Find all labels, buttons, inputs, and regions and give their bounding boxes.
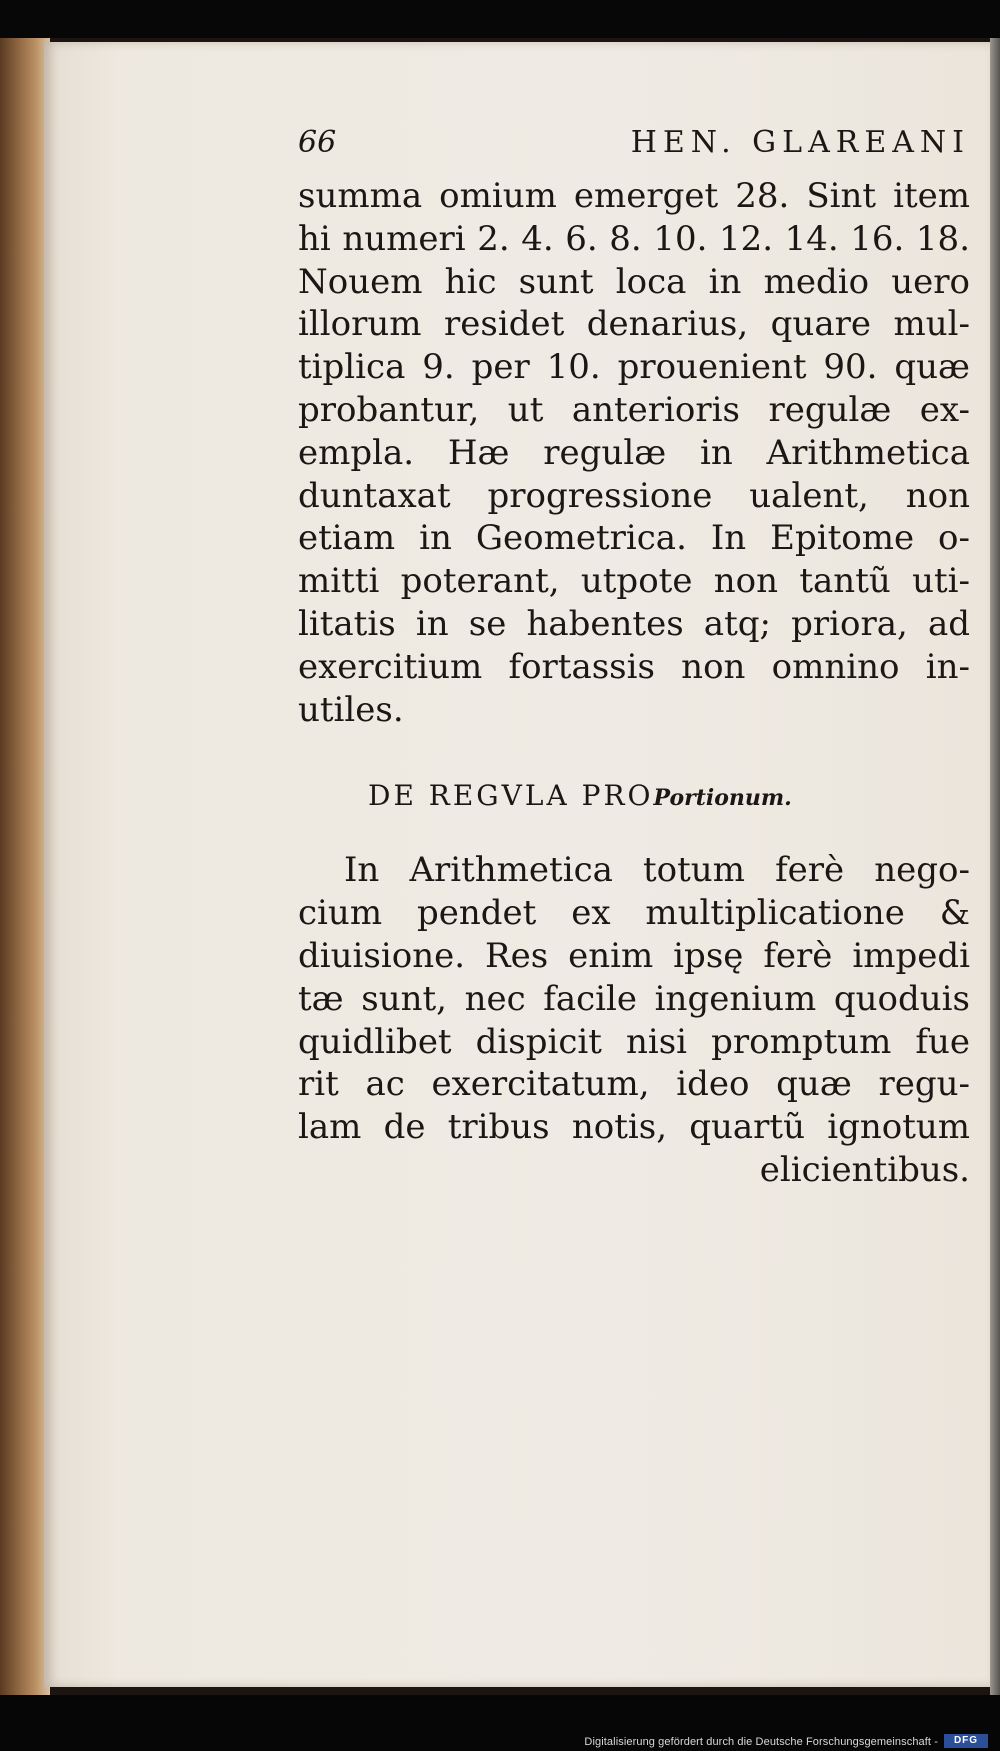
running-title: HEN. GLAREANI [630,125,970,160]
text-line: etiam in Geometrica. In Epitome o- [298,518,970,559]
dfg-logo: DFG [944,1734,988,1748]
text-line: In Arithmetica totum ferè nego- [344,850,970,891]
text-line: hi numeri 2. 4. 6. 8. 10. 12. 14. 16. 18. [298,218,970,259]
section-heading [298,779,970,849]
text-line: utiles. [298,689,404,730]
text-line: litatis in se habentes atq; priora, ad [298,603,970,644]
text-line: Nouem hic sunt loca in medio uero [298,261,970,302]
running-head [298,125,970,175]
text-line: summa omium emerget 28. Sint item [298,176,970,216]
section-heading-caps: DE REGVLA PRO [368,779,654,813]
text-line: probantur, ut anterioris regulæ ex- [298,389,970,430]
text-line: empla. Hæ regulæ in Arithmetica [298,432,970,473]
text-line: diuisione. Res enim ipsę ferè impedi [298,935,970,976]
text-line: elicientibus. [759,1149,970,1190]
text-line: duntaxat progressione ualent, non [298,475,970,516]
scan-top-border [0,0,1000,42]
page-edge [990,38,1000,1695]
book-spine [0,38,50,1695]
paragraph [298,849,970,1191]
text-line: quidlibet dispicit nisi promptum fue [298,1021,970,1062]
digitization-credit: Digitalisierung gefördert durch die Deutsche Forschungsgemeinschaft - [584,1736,938,1748]
text-line: cium pendet ex multiplicatione & [298,893,970,934]
text-line: illorum residet denarius, quare mul- [298,304,970,345]
text-line: tæ sunt, nec facile ingenium quoduis [298,978,970,1019]
paragraph [298,175,970,731]
page-number: 66 [298,125,337,160]
page-text [298,125,970,1192]
text-line: mitti poterant, utpote non tantũ uti- [298,561,970,602]
text-line: exercitium fortassis non omnino in- [298,646,970,687]
text-line: lam de tribus notis, quartũ ignotum [298,1107,970,1148]
section-heading-small: Portionum. [653,785,792,812]
text-line: rit ac exercitatum, ideo quæ regu- [298,1064,970,1105]
text-line: tiplica 9. per 10. prouenient 90. quæ [298,347,970,388]
